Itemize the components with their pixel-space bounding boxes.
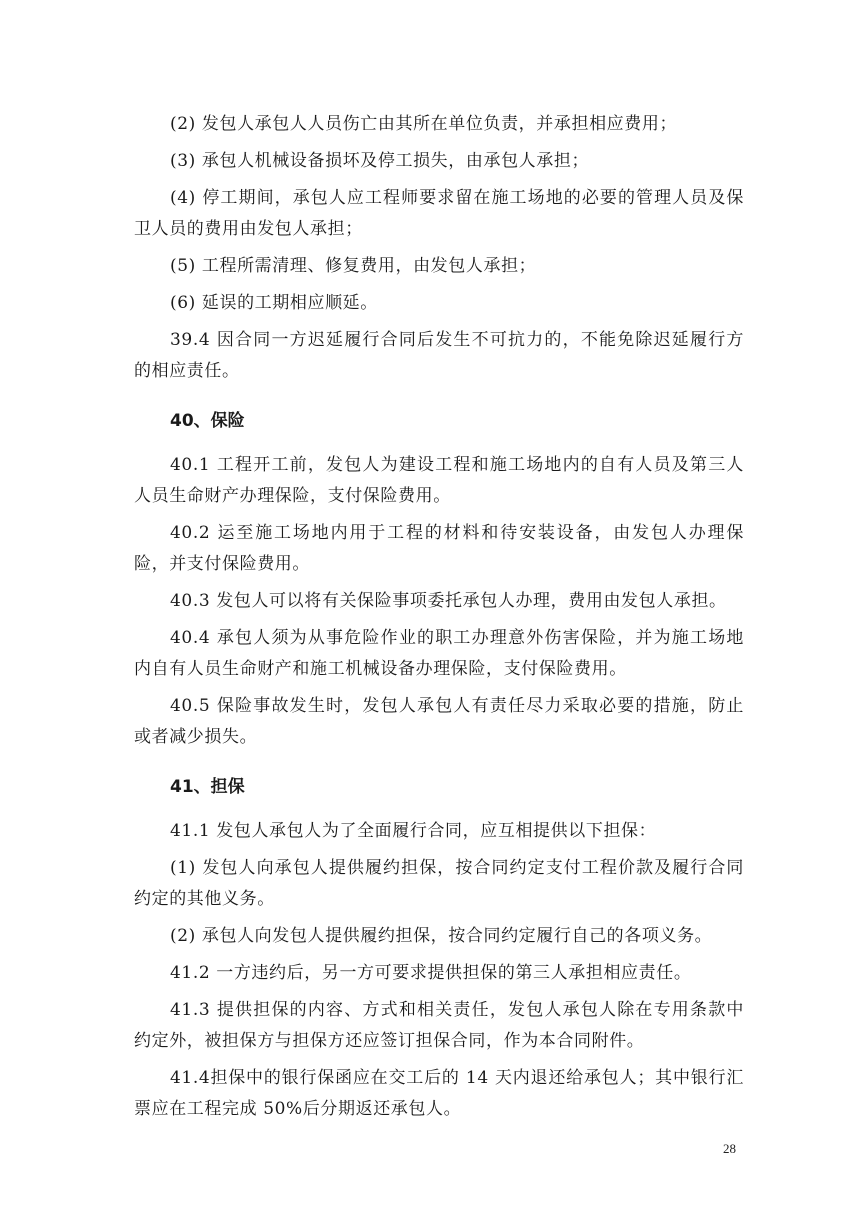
clause-39-3-item-4: (4) 停工期间，承包人应工程师要求留在施工场地的必要的管理人员及保卫人员的费用由发包人承担； bbox=[134, 188, 744, 239]
clause-40-3: 40.3 发包人可以将有关保险事项委托承包人办理，费用由发包人承担。 bbox=[170, 591, 727, 611]
clause-40-5: 40.5 保险事故发生时，发包人承包人有责任尽力采取必要的措施，防止或者减少损失。 bbox=[134, 696, 744, 747]
clause-41-4: 41.4担保中的银行保函应在交工后的 14 天内退还给承包人；其中银行汇票应在工程完成 50%后分期返还承包人。 bbox=[134, 1068, 744, 1119]
page-number: 28 bbox=[723, 1141, 736, 1156]
clause-41-1-item-1: (1) 发包人向承包人提供履约担保，按合同约定支付工程价款及履行合同约定的其他义务。 bbox=[134, 858, 744, 909]
clause-40-2: 40.2 运至施工场地内用于工程的材料和待安装设备，由发包人办理保险，并支付保险费用。 bbox=[134, 523, 744, 574]
clause-39-3-item-5: (5) 工程所需清理、修复费用，由发包人承担； bbox=[170, 256, 537, 276]
clause-41-1-item-2: (2) 承包人向发包人提供履约担保，按合同约定履行自己的各项义务。 bbox=[170, 926, 713, 946]
clause-39-3-item-3: (3) 承包人机械设备损坏及停工损失，由承包人承担； bbox=[170, 151, 590, 171]
clause-39-4: 39.4 因合同一方迟延履行合同后发生不可抗力的，不能免除迟延履行方的相应责任。 bbox=[134, 330, 744, 381]
clause-39-3-item-2: (2) 发包人承包人人员伤亡由其所在单位负责，并承担相应费用； bbox=[170, 114, 678, 134]
clause-41-1: 41.1 发包人承包人为了全面履行合同，应互相提供以下担保： bbox=[170, 821, 657, 841]
clause-41-2: 41.2 一方违约后，另一方可要求提供担保的第三人承担相应责任。 bbox=[170, 963, 692, 983]
clause-40-4: 40.4 承包人须为从事危险作业的职工办理意外伤害保险，并为施工场地内自有人员生命财产和施工机械设备办理保险，支付保险费用。 bbox=[134, 628, 744, 679]
clause-39-3-item-6: (6) 延误的工期相应顺延。 bbox=[170, 293, 378, 313]
clause-40-1: 40.1 工程开工前，发包人为建设工程和施工场地内的自有人员及第三人人员生命财产办理保险，支付保险费用。 bbox=[134, 455, 744, 506]
section-heading-guarantee: 41、担保 bbox=[170, 777, 245, 797]
section-heading-insurance: 40、保险 bbox=[170, 411, 245, 431]
page-content bbox=[134, 109, 744, 1131]
clause-41-3: 41.3 提供担保的内容、方式和相关责任，发包人承包人除在专用条款中约定外，被担保方与担保方还应签订担保合同，作为本合同附件。 bbox=[134, 1000, 744, 1051]
